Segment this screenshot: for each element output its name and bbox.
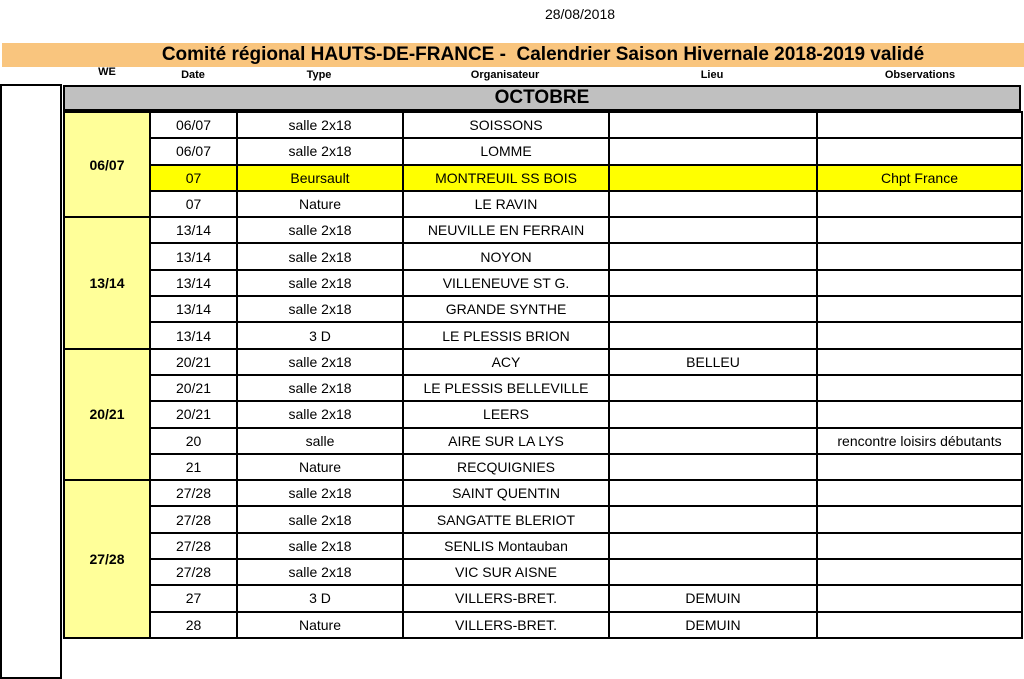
type-cell: salle 2x18 xyxy=(237,243,403,269)
left-margin-column xyxy=(0,84,62,679)
lieu-cell xyxy=(609,322,817,348)
observations-cell xyxy=(817,296,1022,322)
weekend-cell: 06/07 xyxy=(64,112,150,217)
type-cell: salle 2x18 xyxy=(237,480,403,506)
print-date: 28/08/2018 xyxy=(544,6,616,22)
date-cell: 13/14 xyxy=(150,243,237,269)
table-row xyxy=(64,191,1022,217)
lieu-cell xyxy=(609,296,817,322)
organisateur-cell: LE PLESSIS BRION xyxy=(403,322,609,348)
table-row xyxy=(64,322,1022,348)
organisateur-cell: AIRE SUR LA LYS xyxy=(403,428,609,454)
type-cell: salle 2x18 xyxy=(237,559,403,585)
column-header-we: WE xyxy=(98,66,116,78)
month-header: OCTOBRE xyxy=(63,85,1021,111)
type-cell: 3 D xyxy=(237,322,403,348)
observations-cell xyxy=(817,559,1022,585)
organisateur-cell: SAINT QUENTIN xyxy=(403,480,609,506)
observations-cell xyxy=(817,401,1022,427)
lieu-cell xyxy=(609,559,817,585)
type-cell: Beursault xyxy=(237,165,403,191)
lieu-cell xyxy=(609,533,817,559)
organisateur-cell: SENLIS Montauban xyxy=(403,533,609,559)
organisateur-cell: VILLERS-BRET. xyxy=(403,585,609,611)
organisateur-cell: SANGATTE BLERIOT xyxy=(403,506,609,532)
table-row xyxy=(64,585,1022,611)
observations-cell xyxy=(817,612,1022,638)
type-cell: salle 2x18 xyxy=(237,138,403,164)
table-row xyxy=(64,506,1022,532)
organisateur-cell: VILLENEUVE ST G. xyxy=(403,270,609,296)
observations-cell xyxy=(817,322,1022,348)
column-header-type: Type xyxy=(306,69,332,81)
table-row xyxy=(64,428,1022,454)
date-cell: 27 xyxy=(150,585,237,611)
date-cell: 13/14 xyxy=(150,270,237,296)
observations-cell xyxy=(817,480,1022,506)
date-cell: 13/14 xyxy=(150,322,237,348)
observations-cell xyxy=(817,375,1022,401)
lieu-cell xyxy=(609,480,817,506)
organisateur-cell: RECQUIGNIES xyxy=(403,454,609,480)
type-cell: salle 2x18 xyxy=(237,296,403,322)
type-cell: salle 2x18 xyxy=(237,533,403,559)
date-cell: 13/14 xyxy=(150,296,237,322)
table-row xyxy=(64,165,1022,191)
calendar-grid xyxy=(63,111,1023,639)
table-row xyxy=(64,401,1022,427)
weekend-cell: 20/21 xyxy=(64,349,150,480)
table-row xyxy=(64,454,1022,480)
organisateur-cell: LE PLESSIS BELLEVILLE xyxy=(403,375,609,401)
type-cell: salle xyxy=(237,428,403,454)
observations-cell: rencontre loisirs débutants xyxy=(817,428,1022,454)
date-cell: 20/21 xyxy=(150,349,237,375)
lieu-cell xyxy=(609,217,817,243)
date-cell: 07 xyxy=(150,165,237,191)
column-header-lieu: Lieu xyxy=(700,69,724,81)
organisateur-cell: NEUVILLE EN FERRAIN xyxy=(403,217,609,243)
table-row xyxy=(64,217,1022,243)
date-cell: 07 xyxy=(150,191,237,217)
lieu-cell xyxy=(609,375,817,401)
weekend-cell: 13/14 xyxy=(64,217,150,348)
organisateur-cell: MONTREUIL SS BOIS xyxy=(403,165,609,191)
lieu-cell xyxy=(609,454,817,480)
calendar-table xyxy=(0,84,1024,679)
column-header-organisateur: Organisateur xyxy=(470,69,540,81)
lieu-cell: DEMUIN xyxy=(609,585,817,611)
lieu-cell xyxy=(609,401,817,427)
organisateur-cell: LEERS xyxy=(403,401,609,427)
lieu-cell: DEMUIN xyxy=(609,612,817,638)
date-cell: 20/21 xyxy=(150,401,237,427)
table-row xyxy=(64,375,1022,401)
organisateur-cell: NOYON xyxy=(403,243,609,269)
lieu-cell xyxy=(609,165,817,191)
page-title: Comité régional HAUTS-DE-FRANCE - Calendrier Saison Hivernale 2018-2019 validé xyxy=(2,43,1024,67)
table-row xyxy=(64,559,1022,585)
type-cell: Nature xyxy=(237,191,403,217)
lieu-cell xyxy=(609,138,817,164)
lieu-cell xyxy=(609,112,817,138)
type-cell: Nature xyxy=(237,454,403,480)
observations-cell xyxy=(817,191,1022,217)
table-row xyxy=(64,243,1022,269)
observations-cell xyxy=(817,243,1022,269)
observations-cell: Chpt France xyxy=(817,165,1022,191)
organisateur-cell: SOISSONS xyxy=(403,112,609,138)
date-cell: 20/21 xyxy=(150,375,237,401)
date-cell: 27/28 xyxy=(150,533,237,559)
organisateur-cell: ACY xyxy=(403,349,609,375)
type-cell: salle 2x18 xyxy=(237,112,403,138)
table-row xyxy=(64,533,1022,559)
observations-cell xyxy=(817,112,1022,138)
organisateur-cell: GRANDE SYNTHE xyxy=(403,296,609,322)
table-row xyxy=(64,349,1022,375)
organisateur-cell: LOMME xyxy=(403,138,609,164)
date-cell: 21 xyxy=(150,454,237,480)
observations-cell xyxy=(817,349,1022,375)
type-cell: salle 2x18 xyxy=(237,349,403,375)
date-cell: 28 xyxy=(150,612,237,638)
date-cell: 27/28 xyxy=(150,506,237,532)
table-row xyxy=(64,612,1022,638)
lieu-cell xyxy=(609,191,817,217)
date-cell: 20 xyxy=(150,428,237,454)
observations-cell xyxy=(817,506,1022,532)
type-cell: salle 2x18 xyxy=(237,270,403,296)
observations-cell xyxy=(817,270,1022,296)
observations-cell xyxy=(817,585,1022,611)
table-row xyxy=(64,270,1022,296)
date-cell: 13/14 xyxy=(150,217,237,243)
table-row xyxy=(64,138,1022,164)
date-cell: 06/07 xyxy=(150,112,237,138)
weekend-cell: 27/28 xyxy=(64,480,150,638)
date-cell: 06/07 xyxy=(150,138,237,164)
date-cell: 27/28 xyxy=(150,480,237,506)
table-row xyxy=(64,296,1022,322)
type-cell: Nature xyxy=(237,612,403,638)
column-header-date: Date xyxy=(181,69,205,81)
type-cell: salle 2x18 xyxy=(237,375,403,401)
type-cell: salle 2x18 xyxy=(237,401,403,427)
observations-cell xyxy=(817,454,1022,480)
type-cell: salle 2x18 xyxy=(237,506,403,532)
date-cell: 27/28 xyxy=(150,559,237,585)
lieu-cell: BELLEU xyxy=(609,349,817,375)
observations-cell xyxy=(817,217,1022,243)
type-cell: 3 D xyxy=(237,585,403,611)
organisateur-cell: VIC SUR AISNE xyxy=(403,559,609,585)
lieu-cell xyxy=(609,506,817,532)
column-header-observations: Observations xyxy=(884,69,956,81)
lieu-cell xyxy=(609,428,817,454)
observations-cell xyxy=(817,138,1022,164)
lieu-cell xyxy=(609,270,817,296)
organisateur-cell: LE RAVIN xyxy=(403,191,609,217)
lieu-cell xyxy=(609,243,817,269)
observations-cell xyxy=(817,533,1022,559)
table-row xyxy=(64,480,1022,506)
table-row xyxy=(64,112,1022,138)
organisateur-cell: VILLERS-BRET. xyxy=(403,612,609,638)
type-cell: salle 2x18 xyxy=(237,217,403,243)
